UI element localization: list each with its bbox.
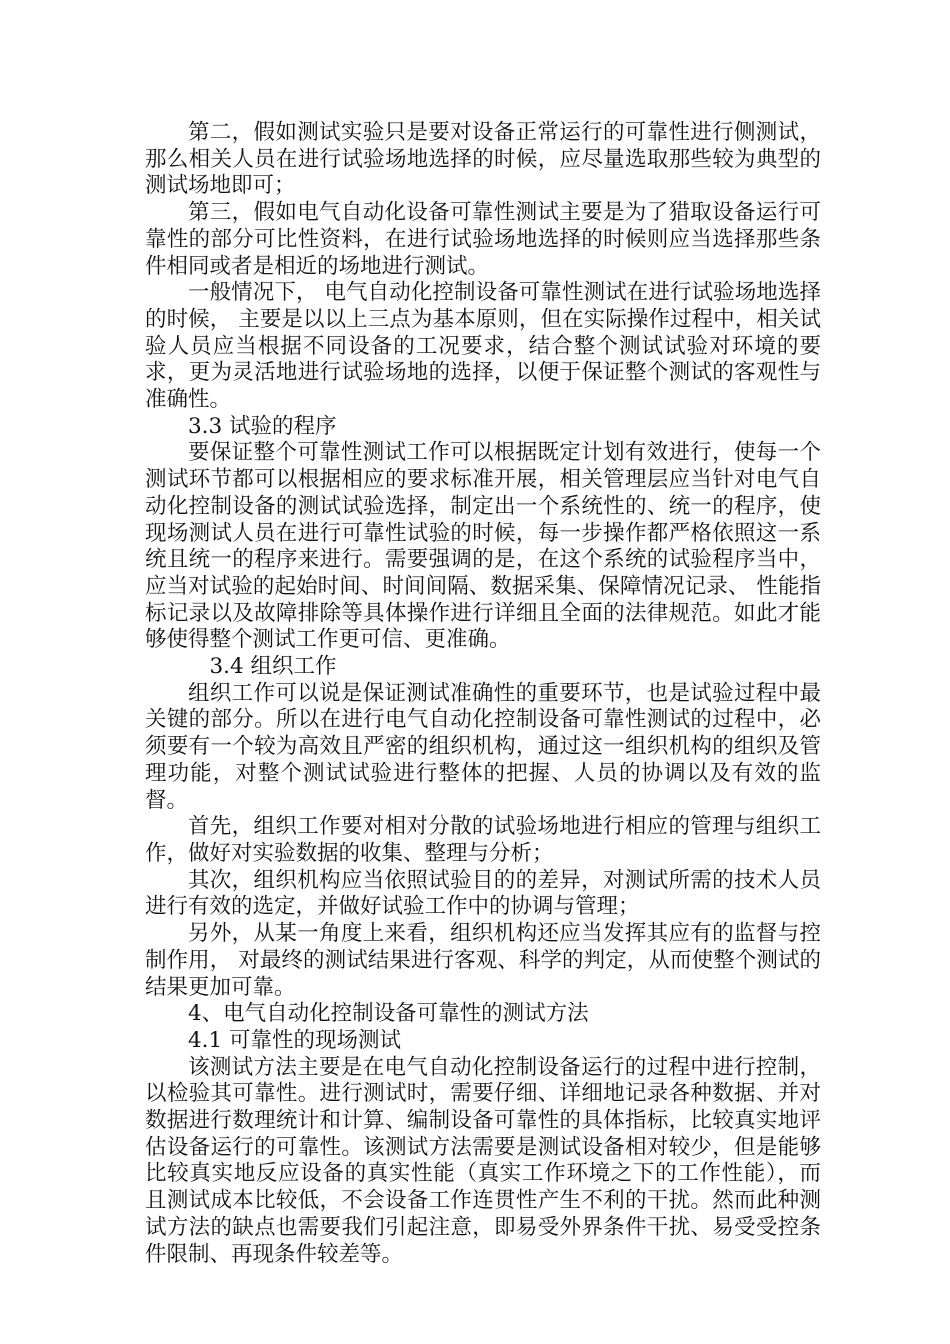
section-heading-4: 4、电气自动化控制设备可靠性的测试方法 [188,1001,589,1027]
paragraph-second-point: 其次，组织机构应当依照试验目的的差异，对测试所需的技术人员进行有效的选定，并做好试验工作中的协调与管理； [145,867,821,920]
paragraph-first-point: 首先，组织工作要对相对分散的试验场地进行相应的管理与组织工作，做好对实验数据的收集、整理与分析； [145,814,821,866]
paragraph-third: 第三，假如电气自动化设备可靠性测试主要是为了猎取设备运行可靠性的部分可比性资料，在进行试验场地选择的时候则应当选择那些条件相同或者是相近的场地进行测试。 [145,200,821,279]
section-heading-3-4: 3.4 组织工作 [209,654,337,680]
document-body [145,120,821,1268]
paragraph-test-procedure: 要保证整个可靠性测试工作可以根据既定计划有效进行，使每一个测试环节都可以根据相应的要求标准开展，相关管理层应当针对电气自动化控制设备的测试试验选择，制定出一个系统性的、统一的程序，使现场测试人员在进行可靠性试验的时候，每一步操作都严格依照这一系统且统一的程序来进行。需要强调的是，在这个系统的试验程序当中，应当对试验的起始时间、时间间隔、数据采集、保障情况记录、 性能指标记录以及故障排除等具体操作进行详细且全面的法律规范。如此才能够使得整个测试工作更可信、更准确。 [145,440,821,653]
section-heading-3-3: 3.3 试验的程序 [188,413,337,439]
paragraph-additional-point: 另外，从某一角度上来看，组织机构还应当发挥其应有的监督与控制作用， 对最终的测试结果进行客观、科学的判定，从而使整个测试的结果更加可靠。 [145,921,821,1000]
paragraph-second: 第二，假如测试实验只是要对设备正常运行的可靠性进行侧测试，那么相关人员在进行试验场地选择的时候，应尽量选取那些较为典型的测试场地即可； [145,120,821,199]
paragraph-organization: 组织工作可以说是保证测试准确性的重要环节，也是试验过程中最关键的部分。所以在进行电气自动化控制设备可靠性测试的过程中，必须要有一个较为高效且严密的组织机构，通过这一组织机构的组织及管理功能，对整个测试试验进行整体的把握、人员的协调以及有效的监督。 [145,680,821,813]
paragraph-field-test: 该测试方法主要是在电气自动化控制设备运行的过程中进行控制，以检验其可靠性。进行测试时，需要仔细、详细地记录各种数据、并对数据进行数理统计和计算、编制设备可靠性的具体指标，比较真实地评估设备运行的可靠性。该测试方法需要是测试设备相对较少，但是能够比较真实地反应设备的真实性能（真实工作环境之下的工作性能），而且测试成本比较低，不会设备工作连贯性产生不利的干扰。然而此种测试方法的缺点也需要我们引起注意，即易受外界条件干扰、易受受控条件限制、再现条件较差等。 [145,1054,821,1267]
section-heading-4-1: 4.1 可靠性的现场测试 [188,1027,402,1053]
paragraph-general: 一般情况下， 电气自动化控制设备可靠性测试在进行试验场地选择的时候， 主要是以以上三点为基本原则，但在实际操作过程中，相关试验人员应当根据不同设备的工况要求，结合整个测试试验对环境的要求，更为灵活地进行试验场地的选择，以便于保证整个测试的客观性与准确性。 [145,280,821,413]
